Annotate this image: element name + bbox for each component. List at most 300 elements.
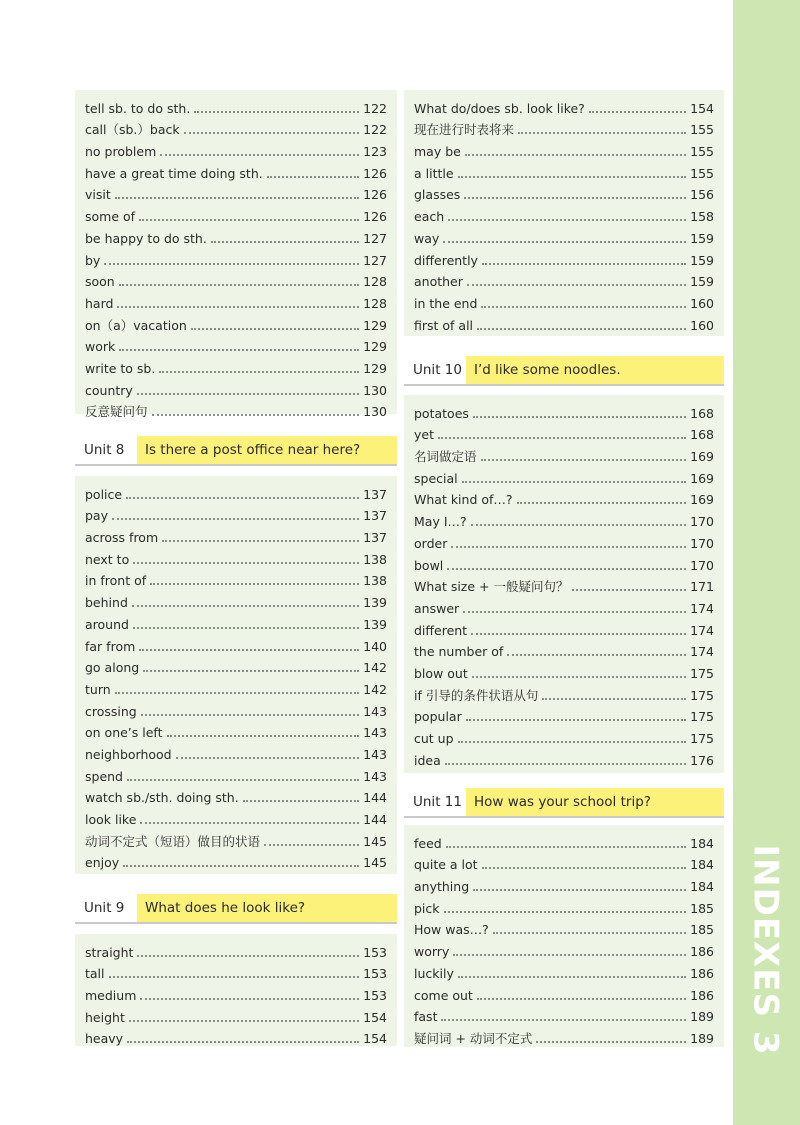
unit-8-index-block <box>75 476 397 874</box>
index-entry <box>85 698 387 720</box>
index-page-number: 153 <box>363 988 387 1004</box>
index-page-number: 142 <box>363 660 387 676</box>
index-page-number: 137 <box>363 508 387 524</box>
index-term: call（sb.）back <box>85 122 180 138</box>
index-page-number: 126 <box>363 187 387 203</box>
dot-leader <box>481 459 687 461</box>
dot-leader <box>191 328 359 330</box>
unit-9-header <box>75 894 397 924</box>
sidebar-label: INDEXES 3 <box>745 844 786 1056</box>
dot-leader <box>464 197 686 199</box>
unit-8-title: Is there a post office near here? <box>145 442 361 458</box>
unit-11-number: Unit 11 <box>413 794 462 810</box>
index-entry <box>85 741 387 763</box>
index-term: way <box>414 230 440 246</box>
index-page-number: 156 <box>690 187 714 203</box>
index-term: different <box>414 622 468 638</box>
index-term: 名词做定语 <box>414 449 477 465</box>
unit-9-title: What does he look like? <box>145 900 306 916</box>
index-term: the number of <box>414 644 504 660</box>
index-entry <box>414 617 714 639</box>
dot-leader <box>159 371 359 373</box>
index-entry <box>85 806 387 828</box>
index-term: straight <box>85 944 134 960</box>
index-term: soon <box>85 274 115 290</box>
index-entry <box>414 247 714 269</box>
dot-leader <box>445 763 686 765</box>
index-page-number: 189 <box>690 1030 714 1046</box>
index-term: idea <box>414 752 441 768</box>
index-page-number: 175 <box>690 665 714 681</box>
index-page-number: 143 <box>363 768 387 784</box>
dot-leader <box>448 219 686 221</box>
index-term: potatoes <box>414 405 469 421</box>
index-term: fast <box>414 1009 438 1025</box>
index-entry <box>85 546 387 568</box>
dot-leader <box>162 540 359 542</box>
index-entry <box>85 399 387 421</box>
index-term: next to <box>85 551 130 567</box>
index-page-number: 129 <box>363 339 387 355</box>
index-page-number: 140 <box>363 638 387 654</box>
index-page-number: 160 <box>690 295 714 311</box>
unit-10-header <box>404 356 724 386</box>
index-entry <box>85 633 387 655</box>
index-page-number: 159 <box>690 230 714 246</box>
index-term: glasses <box>414 187 461 203</box>
index-page-number: 143 <box>363 746 387 762</box>
index-page-number: 184 <box>690 879 714 895</box>
index-term: another <box>414 274 463 290</box>
index-entry <box>414 747 714 769</box>
index-entry <box>414 552 714 574</box>
index-page-number: 171 <box>690 579 714 595</box>
index-term: may be <box>414 144 461 160</box>
index-term: What do/does sb. look like? <box>414 100 585 116</box>
index-page-number: 137 <box>363 486 387 502</box>
index-entry <box>85 203 387 225</box>
index-page-number: 128 <box>363 295 387 311</box>
index-page-number: 169 <box>690 449 714 465</box>
dot-leader <box>493 932 686 934</box>
dot-leader <box>137 955 359 957</box>
index-term: worry <box>414 944 450 960</box>
index-page-number: 168 <box>690 427 714 443</box>
index-page-number: 138 <box>363 551 387 567</box>
index-entry <box>414 269 714 291</box>
dot-leader <box>132 605 359 607</box>
index-entry <box>85 138 387 160</box>
index-term: order <box>414 535 448 551</box>
unit-9-index-block <box>75 934 397 1046</box>
index-term: by <box>85 252 101 268</box>
index-page-number: 174 <box>690 600 714 616</box>
index-entry <box>414 830 714 852</box>
dot-leader <box>458 176 687 178</box>
dot-leader <box>471 524 687 526</box>
index-page-number: 186 <box>690 965 714 981</box>
dot-leader <box>143 670 359 672</box>
index-entry <box>85 655 387 677</box>
dot-leader <box>572 589 686 591</box>
index-page-number: 159 <box>690 274 714 290</box>
dot-leader <box>465 154 686 156</box>
index-term: special <box>414 470 458 486</box>
index-entry <box>85 720 387 742</box>
index-page-number: 122 <box>363 122 387 138</box>
index-page-number: 130 <box>363 404 387 420</box>
dot-leader <box>140 822 359 824</box>
unit-11-title: How was your school trip? <box>474 794 651 810</box>
index-page-number: 174 <box>690 622 714 638</box>
index-entry <box>85 247 387 269</box>
dot-leader <box>466 719 686 721</box>
index-page-number: 155 <box>690 144 714 160</box>
index-page-number: 145 <box>363 855 387 871</box>
index-term: 现在进行时表将来 <box>414 122 515 138</box>
unit-11-index-block <box>404 825 724 1047</box>
index-entry <box>85 182 387 204</box>
index-entry <box>414 1004 714 1026</box>
index-term: tell sb. to do sth. <box>85 100 191 116</box>
index-term: have a great time doing sth. <box>85 165 263 181</box>
index-entry <box>414 595 714 617</box>
index-page-number: 155 <box>690 165 714 181</box>
index-term: bowl <box>414 557 444 573</box>
index-entry <box>414 400 714 422</box>
index-page-number: 143 <box>363 703 387 719</box>
index-page-number: 185 <box>690 922 714 938</box>
unit-11-header <box>404 788 724 818</box>
index-entry <box>85 524 387 546</box>
index-page-number: 127 <box>363 230 387 246</box>
index-page-number: 142 <box>363 681 387 697</box>
index-term: on（a）vacation <box>85 317 187 333</box>
index-entry <box>85 160 387 182</box>
index-entry <box>85 355 387 377</box>
unit-10-index-block <box>404 395 724 773</box>
index-page-number: 127 <box>363 252 387 268</box>
unit-10-number: Unit 10 <box>413 362 462 378</box>
dot-leader <box>119 284 359 286</box>
index-entry <box>414 290 714 312</box>
index-entry <box>85 503 387 525</box>
index-page-number: 158 <box>690 209 714 225</box>
index-page-number: 185 <box>690 900 714 916</box>
index-term: pay <box>85 508 108 524</box>
index-entry <box>414 852 714 874</box>
dot-leader <box>473 889 686 891</box>
dot-leader <box>127 779 359 781</box>
dot-leader <box>139 649 359 651</box>
index-term: behind <box>85 595 128 611</box>
index-term: around <box>85 616 129 632</box>
index-page-number: 143 <box>363 725 387 741</box>
index-term: luckily <box>414 965 454 981</box>
index-entry <box>414 443 714 465</box>
index-term: medium <box>85 988 137 1004</box>
index-page-number: 186 <box>690 944 714 960</box>
dot-leader <box>542 698 686 700</box>
index-page-number: 159 <box>690 252 714 268</box>
index-term: be happy to do sth. <box>85 230 207 246</box>
index-entry <box>85 589 387 611</box>
index-entry <box>414 160 714 182</box>
index-page-number: 153 <box>363 966 387 982</box>
dot-leader <box>482 263 686 265</box>
dot-leader <box>446 846 686 848</box>
dot-leader <box>126 497 359 499</box>
dot-leader <box>458 741 687 743</box>
index-entry <box>414 530 714 552</box>
index-term: country <box>85 382 133 398</box>
unit-8-number: Unit 8 <box>84 442 125 458</box>
index-page-number: 144 <box>363 812 387 827</box>
dot-leader <box>441 1019 686 1021</box>
index-page-number: 170 <box>690 557 714 573</box>
index-entry <box>85 939 387 961</box>
dot-leader <box>477 998 686 1000</box>
index-entry <box>414 422 714 444</box>
index-page-number: 145 <box>363 833 387 849</box>
index-page-number: 186 <box>690 987 714 1003</box>
dot-leader <box>152 414 360 416</box>
index-entry <box>85 850 387 872</box>
index-term: on one’s left <box>85 725 163 741</box>
dot-leader <box>109 976 360 978</box>
index-entry <box>85 1026 387 1048</box>
index-term: 动词不定式（短语）做目的状语 <box>85 833 261 849</box>
index-term: blow out <box>414 665 468 681</box>
dot-leader <box>471 633 686 635</box>
index-entry <box>414 938 714 960</box>
unit-9-number: Unit 9 <box>84 900 125 916</box>
index-term: go along <box>85 660 140 676</box>
index-page-number: 123 <box>363 144 387 160</box>
index-entry <box>414 203 714 225</box>
index-entry <box>414 960 714 982</box>
index-entry <box>414 138 714 160</box>
index-term: What size + 一般疑问句？ <box>414 579 569 595</box>
dot-leader <box>481 306 686 308</box>
dot-leader <box>160 154 359 156</box>
index-entry <box>85 982 387 1004</box>
right-index-block-1 <box>404 90 724 336</box>
index-term: popular <box>414 709 462 725</box>
index-term: height <box>85 1009 125 1025</box>
index-page-number: 189 <box>690 1009 714 1025</box>
dot-leader <box>264 844 359 846</box>
index-entry <box>414 982 714 1004</box>
index-entry <box>414 182 714 204</box>
index-term: work <box>85 339 116 355</box>
index-term: differently <box>414 252 478 268</box>
dot-leader <box>443 241 686 243</box>
index-entry <box>85 785 387 807</box>
dot-leader <box>518 132 686 134</box>
index-page-number: 122 <box>363 100 387 116</box>
index-term: neighborhood <box>85 746 172 762</box>
index-entry <box>85 763 387 785</box>
dot-leader <box>589 111 686 113</box>
index-term: come out <box>414 987 473 1003</box>
index-term: each <box>414 209 445 225</box>
index-term: crossing <box>85 703 137 719</box>
index-term: 反意疑问句 <box>85 404 148 420</box>
dot-leader <box>167 735 360 737</box>
index-page-number: 169 <box>690 470 714 486</box>
dot-leader <box>104 263 359 265</box>
index-page-number: 130 <box>363 382 387 398</box>
index-term: far from <box>85 638 136 654</box>
index-term: What kind of…? <box>414 492 513 508</box>
index-term: watch sb./sth. doing sth. <box>85 790 239 806</box>
index-term: write to sb. <box>85 360 156 376</box>
index-entry <box>414 487 714 509</box>
dot-leader <box>517 502 687 504</box>
index-entry <box>414 725 714 747</box>
dot-leader <box>473 416 686 418</box>
index-entry <box>85 1004 387 1026</box>
index-term: anything <box>414 879 470 895</box>
index-page-number: 154 <box>363 1031 387 1047</box>
index-term: answer <box>414 600 460 616</box>
dot-leader <box>447 568 686 570</box>
index-entry <box>414 1025 714 1047</box>
index-entry <box>85 676 387 698</box>
dot-leader <box>184 132 360 134</box>
index-page-number: 144 <box>363 790 387 806</box>
index-page-number: 154 <box>363 1009 387 1025</box>
dot-leader <box>267 176 359 178</box>
index-entry <box>85 828 387 850</box>
dot-leader <box>444 911 687 913</box>
index-page-number: 184 <box>690 835 714 851</box>
index-term: pick <box>414 900 440 916</box>
index-page-number: 126 <box>363 209 387 225</box>
index-term: turn <box>85 681 111 697</box>
index-entry <box>414 873 714 895</box>
dot-leader <box>137 393 359 395</box>
index-page-number: 139 <box>363 595 387 611</box>
dot-leader <box>119 349 359 351</box>
dot-leader <box>115 692 359 694</box>
index-term: 疑问词 + 动词不定式 <box>414 1030 533 1046</box>
dot-leader <box>458 976 686 978</box>
index-entry <box>85 117 387 139</box>
dot-leader <box>477 328 686 330</box>
index-page-number: 170 <box>690 514 714 530</box>
index-page-number: 155 <box>690 122 714 138</box>
dot-leader <box>115 197 359 199</box>
index-entry <box>85 377 387 399</box>
index-term: visit <box>85 187 111 203</box>
sidebar-label-container <box>735 840 795 1060</box>
index-page-number: 184 <box>690 857 714 873</box>
dot-leader <box>467 284 686 286</box>
index-page-number: 174 <box>690 644 714 660</box>
index-page-number: 153 <box>363 944 387 960</box>
index-term: feed <box>414 835 442 851</box>
index-entry <box>85 611 387 633</box>
index-term: in front of <box>85 573 147 589</box>
index-entry <box>85 312 387 334</box>
dot-leader <box>194 111 359 113</box>
dot-leader <box>133 627 359 629</box>
index-term: May I…? <box>414 514 467 530</box>
index-term: cut up <box>414 731 454 746</box>
index-page-number: 160 <box>690 317 714 333</box>
index-term: hard <box>85 295 114 311</box>
index-entry <box>414 574 714 596</box>
index-entry <box>414 225 714 247</box>
index-term: quite a lot <box>414 857 478 873</box>
index-entry <box>414 117 714 139</box>
dot-leader <box>451 546 686 548</box>
index-entry <box>414 95 714 117</box>
index-entry <box>414 312 714 334</box>
dot-leader <box>438 437 686 439</box>
index-page-number: 175 <box>690 709 714 725</box>
unit-10-title: I’d like some noodles. <box>474 362 621 378</box>
index-term: across from <box>85 530 159 546</box>
index-term: a little <box>414 165 454 181</box>
index-page-number: 138 <box>363 573 387 589</box>
index-page-number: 170 <box>690 535 714 551</box>
index-entry <box>85 225 387 247</box>
dot-leader <box>507 654 686 656</box>
index-term: some of <box>85 209 136 225</box>
dot-leader <box>112 518 359 520</box>
dot-leader <box>482 867 687 869</box>
index-entry <box>85 269 387 291</box>
index-entry <box>85 290 387 312</box>
index-term: yet <box>414 427 434 443</box>
index-page-number: 137 <box>363 530 387 546</box>
dot-leader <box>462 481 687 483</box>
dot-leader <box>133 562 359 564</box>
dot-leader <box>211 241 359 243</box>
index-entry <box>414 895 714 917</box>
dot-leader <box>150 583 359 585</box>
index-page-number: 126 <box>363 165 387 181</box>
index-term: heavy <box>85 1031 124 1047</box>
index-term: in the end <box>414 295 478 311</box>
index-entry <box>414 508 714 530</box>
index-page-number: 154 <box>690 100 714 116</box>
dot-leader <box>463 611 686 613</box>
index-page-number: 169 <box>690 492 714 508</box>
index-page-number: 168 <box>690 405 714 421</box>
index-entry <box>414 917 714 939</box>
index-entry <box>414 465 714 487</box>
dot-leader <box>127 1041 359 1043</box>
dot-leader <box>139 219 359 221</box>
index-term: no problem <box>85 144 157 160</box>
index-page-number: 176 <box>690 752 714 768</box>
index-term: first of all <box>414 317 474 333</box>
index-entry <box>414 704 714 726</box>
index-term: tall <box>85 966 105 982</box>
index-term: How was…? <box>414 922 489 938</box>
index-entry <box>85 334 387 356</box>
dot-leader <box>117 306 359 308</box>
index-entry <box>414 660 714 682</box>
index-entry <box>85 961 387 983</box>
dot-leader <box>536 1041 686 1043</box>
index-term: look like <box>85 812 137 827</box>
index-entry <box>414 639 714 661</box>
